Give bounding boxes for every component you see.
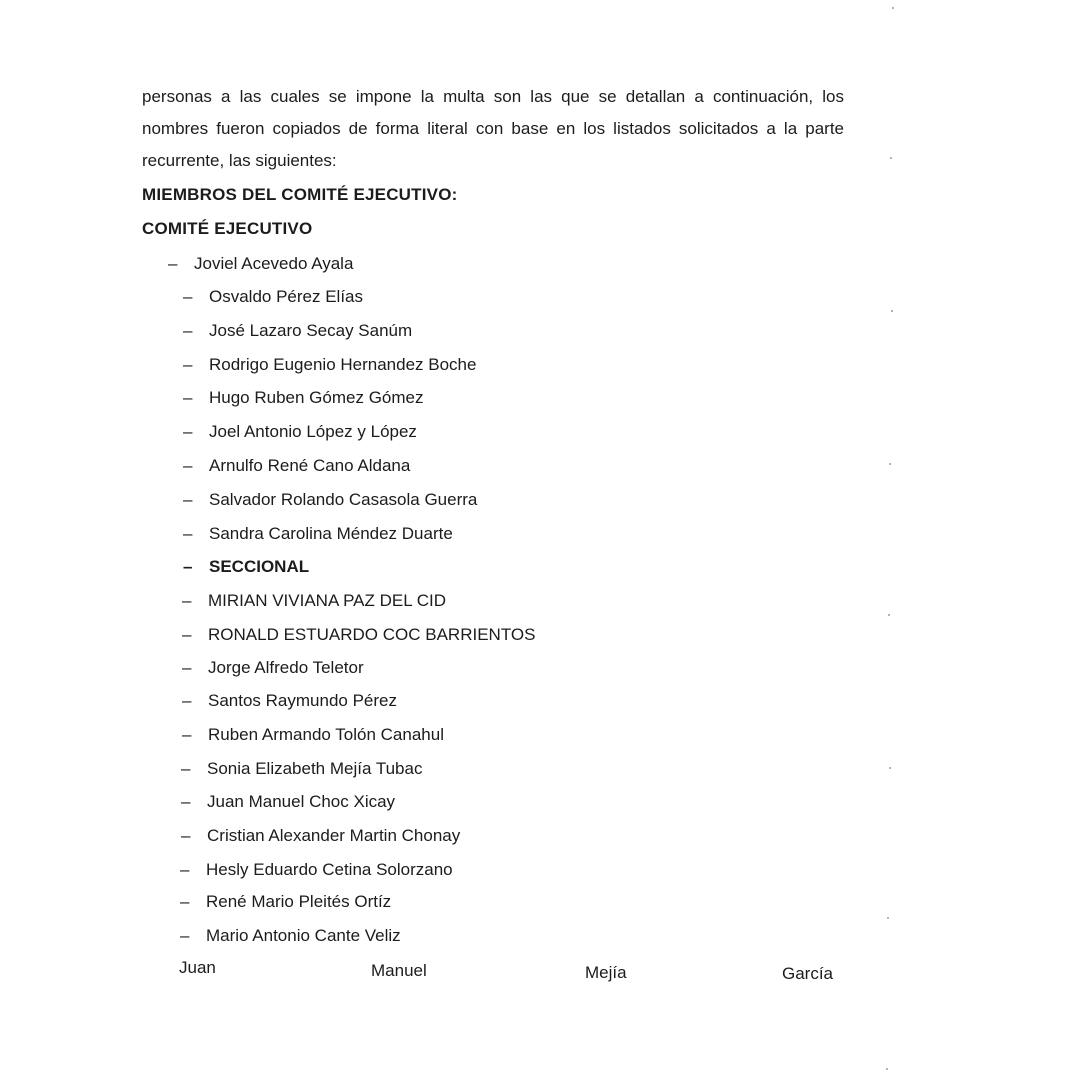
dash-marker: –	[182, 625, 192, 644]
list-item-text: RONALD ESTUARDO COC BARRIENTOS	[208, 625, 536, 644]
dash-marker: –	[181, 792, 191, 811]
dash-marker: –	[180, 892, 190, 911]
list-item-text: Rodrigo Eugenio Hernandez Boche	[209, 355, 477, 374]
list-item	[183, 388, 424, 408]
heading-miembros: MIEMBROS DEL COMITÉ EJECUTIVO:	[142, 185, 458, 204]
list-item-text: Hugo Ruben Gómez Gómez	[209, 388, 424, 407]
intro-line-3: recurrente, las siguientes:	[142, 151, 337, 170]
list-item-text: MIRIAN VIVIANA PAZ DEL CID	[208, 591, 447, 610]
trailing-word: Manuel	[371, 961, 427, 980]
list-item-text: Joviel Acevedo Ayala	[194, 254, 354, 273]
list-item-text: Joel Antonio López y López	[209, 422, 417, 441]
list-item	[180, 892, 391, 912]
dash-marker: –	[182, 658, 192, 677]
scan-speck	[889, 767, 891, 769]
dash-marker: –	[180, 860, 190, 879]
list-item	[182, 725, 444, 745]
dash-marker: –	[183, 490, 193, 509]
list-item-section-seccional	[183, 557, 309, 577]
list-item	[180, 926, 401, 946]
list-item	[181, 792, 395, 812]
scan-speck	[889, 463, 891, 465]
dash-marker: –	[181, 759, 191, 778]
list-item	[183, 524, 453, 544]
list-item	[168, 254, 353, 274]
dash-marker: –	[182, 725, 192, 744]
scan-speck	[888, 614, 890, 616]
scan-speck	[891, 310, 893, 312]
list-item	[182, 658, 364, 678]
list-item	[183, 456, 410, 476]
list-item-text: Mario Antonio Cante Veliz	[206, 926, 401, 945]
list-item-text: Sandra Carolina Méndez Duarte	[209, 524, 453, 543]
list-item	[183, 355, 476, 375]
list-item	[183, 422, 417, 442]
dash-marker: –	[168, 254, 178, 273]
list-item-text: Sonia Elizabeth Mejía Tubac	[207, 759, 423, 778]
dash-marker: –	[183, 355, 193, 374]
list-item-text: Hesly Eduardo Cetina Solorzano	[206, 860, 453, 879]
list-item-text: José Lazaro Secay Sanúm	[209, 321, 413, 340]
trailing-word: Juan	[179, 958, 216, 977]
intro-line-1: personas a las cuales se impone la multa son las que se detallan a continuación, los	[142, 87, 844, 106]
list-item	[182, 591, 446, 611]
intro-paragraph	[142, 81, 844, 177]
scan-speck	[890, 157, 892, 159]
list-item-text: Jorge Alfredo Teletor	[208, 658, 364, 677]
list-item-text: Santos Raymundo Pérez	[208, 691, 397, 710]
intro-line-2: nombres fueron copiados de forma literal con base en los listados solicitados a la parte	[142, 119, 844, 138]
list-item-text: Ruben Armando Tolón Canahul	[208, 725, 444, 744]
dash-marker: –	[183, 321, 193, 340]
list-item	[181, 826, 460, 846]
scan-speck	[892, 7, 894, 9]
list-item-text: Arnulfo René Cano Aldana	[209, 456, 411, 475]
dash-marker: –	[183, 287, 193, 306]
dash-marker: –	[183, 388, 193, 407]
list-item	[182, 625, 535, 645]
dash-marker: –	[182, 591, 192, 610]
list-item-text: Juan Manuel Choc Xicay	[207, 792, 396, 811]
dash-marker: –	[181, 826, 191, 845]
list-item-text: René Mario Pleités Ortíz	[206, 892, 392, 911]
trailing-word: García	[782, 964, 834, 983]
scan-speck	[887, 917, 889, 919]
dash-marker: –	[183, 524, 193, 543]
scan-speck	[886, 1068, 888, 1070]
heading-comite: COMITÉ EJECUTIVO	[142, 219, 313, 238]
trailing-word: Mejía	[585, 963, 627, 982]
list-item	[182, 691, 397, 711]
list-item	[181, 759, 422, 779]
dash-marker: –	[180, 926, 190, 945]
list-item-text: Cristian Alexander Martin Chonay	[207, 826, 461, 845]
dash-marker: –	[182, 691, 192, 710]
dash-marker: –	[183, 557, 193, 576]
list-item	[183, 490, 477, 510]
dash-marker: –	[183, 456, 193, 475]
list-item-text: Osvaldo Pérez Elías	[209, 287, 364, 306]
list-item	[183, 321, 412, 341]
list-item-text: SECCIONAL	[209, 557, 310, 576]
dash-marker: –	[183, 422, 193, 441]
list-item	[180, 860, 453, 880]
list-item	[183, 287, 363, 307]
list-item-text: Salvador Rolando Casasola Guerra	[209, 490, 478, 509]
